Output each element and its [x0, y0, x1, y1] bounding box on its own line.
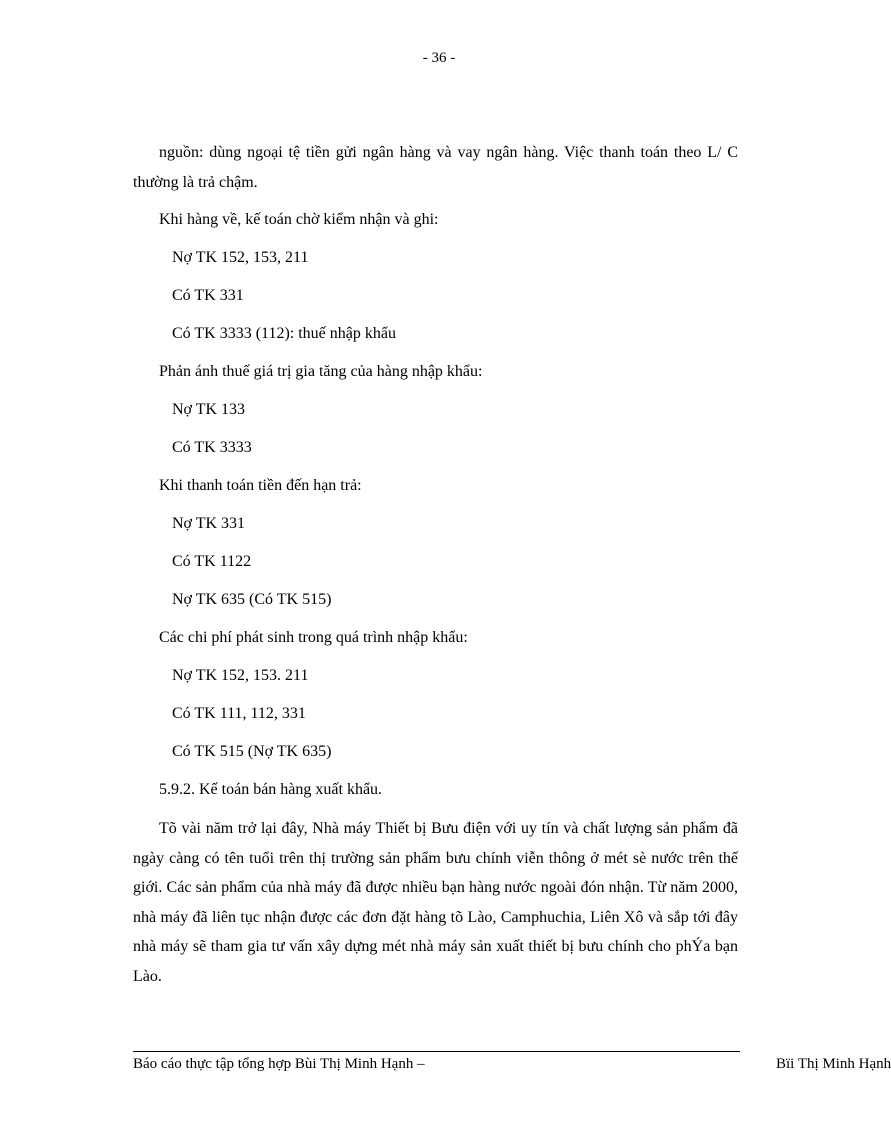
entry-line: Nợ TK 331: [172, 515, 246, 532]
entry-line: Có TK 331: [172, 287, 244, 304]
entry-line: Nợ TK 152, 153, 211: [172, 249, 309, 266]
entry-line: Nợ TK 152, 153. 211: [172, 667, 309, 684]
footer-left-text: Báo cáo thực tập tổng hợp Bùi Thị Minh Hạnh –: [133, 1056, 425, 1072]
entry-line: Phản ánh thuế giá trị gia tăng của hàng nhập khẩu:: [159, 363, 483, 380]
entry-line: Có TK 3333: [172, 439, 252, 456]
entry-line: Khi thanh toán tiền đến hạn trả:: [159, 477, 362, 494]
section-heading: 5.9.2. Kế toán bán hàng xuất khẩu.: [159, 781, 383, 798]
entry-line: Có TK 1122: [172, 553, 252, 570]
entry-line: Có TK 3333 (112): thuế nhập khẩu: [172, 325, 396, 342]
intro-paragraph: nguồn: dùng ngoại tệ tiền gửi ngân hàng và vay ngân hàng. Việc thanh toán theo L/ C thường là trả chậm.: [133, 144, 738, 191]
footer-divider: [133, 1051, 740, 1052]
entry-line: Có TK 111, 112, 331: [172, 705, 306, 722]
entry-line: Nợ TK 635 (Có TK 515): [172, 591, 332, 608]
entry-line: Các chi phí phát sinh trong quá trình nhập khẩu:: [159, 629, 468, 646]
page-number: - 36 -: [422, 50, 456, 66]
footer-right-text: Bïi Thị Minh Hạnh: [776, 1056, 891, 1072]
entry-line: Có TK 515 (Nợ TK 635): [172, 743, 332, 760]
closing-paragraph: Tõ vài năm trở lại đây, Nhà máy Thiết bị Bưu điện với uy tín và chất lượng sản phẩm đã ngày càng có tên tuổi trên thị trường sản phẩm bưu chính viễn thông ở mét sè nước trên thế giới. Các sản phẩm của nhà máy đã được nhiều bạn hàng nước ngoài đón nhận. Từ năm 2000, nhà máy đã liên tục nhận được các đơn đặt hàng tõ Lào, Camphuchia, Liên Xô và sắp tới đây nhà máy sẽ tham gia tư vấn xây dựng mét nhà máy sản xuất thiết bị bưu chính cho phÝa bạn Lào.: [133, 820, 738, 985]
entry-line: Nợ TK 133: [172, 401, 246, 418]
document-body: [133, 138, 738, 991]
entry-line: Khi hàng về, kế toán chờ kiểm nhận và ghi:: [159, 211, 439, 228]
